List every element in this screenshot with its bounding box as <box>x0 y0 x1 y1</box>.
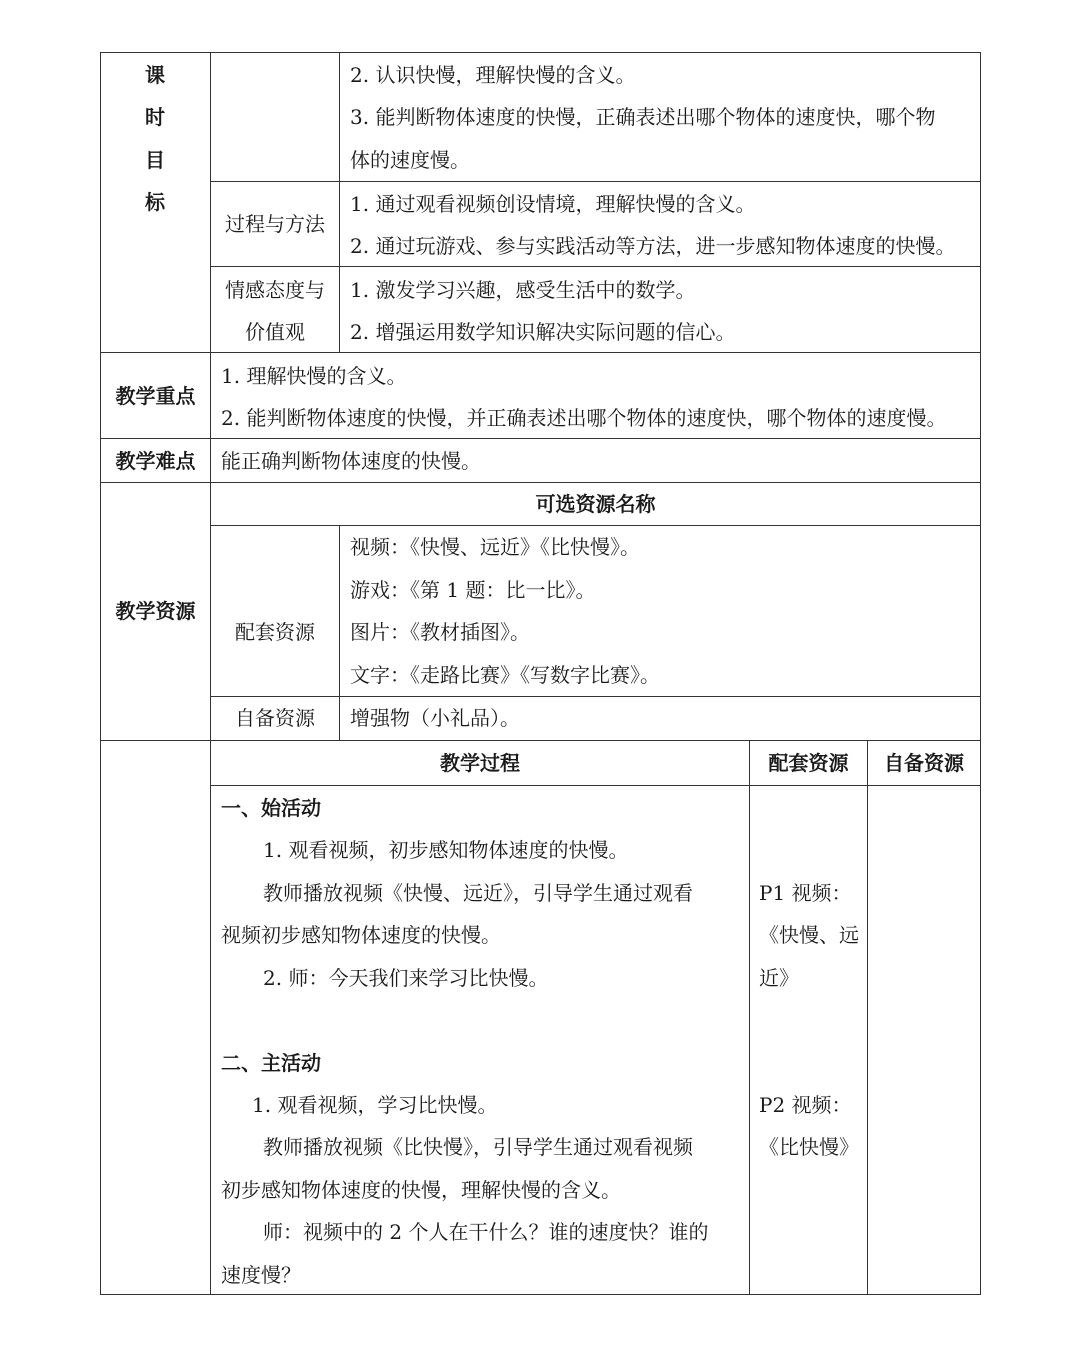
difficulty-text: 能正确判断物体速度的快慢。 <box>221 449 481 473</box>
rule <box>749 740 750 1295</box>
process-line: 教师播放视频《比快慢》，引导学生通过观看视频 <box>263 1135 693 1159</box>
difficulty-label: 教学难点 <box>115 449 196 473</box>
own-resources-label: 自备资源 <box>235 706 315 730</box>
process-line: 师：视频中的 2 个人在干什么？谁的速度快？谁的 <box>263 1220 709 1244</box>
process-method-line: 2. 通过玩游戏、参与实践活动等方法，进一步感知物体速度的快慢。 <box>350 234 956 258</box>
matched-resource-line: 文字：《走路比赛》《写数字比赛》。 <box>350 663 660 687</box>
process-line: 视频初步感知物体速度的快慢。 <box>221 923 501 947</box>
rule <box>210 266 981 267</box>
knowledge-line: 2. 认识快慢，理解快慢的含义。 <box>350 63 636 87</box>
rule <box>100 482 981 483</box>
process-method-label: 过程与方法 <box>225 212 325 236</box>
process-line: 2. 师：今天我们来学习比快慢。 <box>263 966 549 990</box>
own-resources-text: 增强物（小礼品）。 <box>350 706 520 730</box>
matched-resource-ref: 《比快慢》 <box>759 1135 859 1159</box>
rule <box>210 696 981 697</box>
objectives-label-char: 课 <box>145 63 165 87</box>
section-title: 一、始活动 <box>221 796 321 820</box>
matched-resources-label: 配套资源 <box>235 620 315 644</box>
rule <box>100 740 981 741</box>
process-line: 速度慢？ <box>221 1263 301 1287</box>
process-line: 1. 观看视频，学习比快慢。 <box>252 1093 498 1117</box>
col-header-own: 自备资源 <box>884 751 964 775</box>
rule <box>339 52 340 353</box>
objectives-label-char: 标 <box>145 190 165 214</box>
resources-header: 可选资源名称 <box>535 492 656 516</box>
section-title: 二、主活动 <box>221 1051 321 1075</box>
key-points-label: 教学重点 <box>115 384 196 408</box>
rule <box>100 52 101 1295</box>
matched-resource-ref: 《快慢、远 <box>759 923 859 947</box>
resources-label: 教学资源 <box>115 599 196 623</box>
rule <box>100 52 981 53</box>
knowledge-line: 体的速度慢。 <box>350 148 470 172</box>
emotion-line: 1. 激发学习兴趣，感受生活中的数学。 <box>350 278 696 302</box>
knowledge-line: 3. 能判断物体速度的快慢，正确表述出哪个物体的速度快，哪个物 <box>350 105 936 129</box>
emotion-line: 2. 增强运用数学知识解决实际问题的信心。 <box>350 320 736 344</box>
rule <box>210 785 981 786</box>
rule <box>100 438 981 439</box>
process-line: 1. 观看视频，初步感知物体速度的快慢。 <box>263 838 629 862</box>
objectives-label-char: 时 <box>145 105 165 129</box>
matched-resource-line: 视频：《快慢、远近》《比快慢》。 <box>350 535 640 559</box>
matched-resource-ref: 近》 <box>759 966 799 990</box>
key-point-line: 2. 能判断物体速度的快慢，并正确表述出哪个物体的速度快，哪个物体的速度慢。 <box>221 406 947 430</box>
rule <box>100 352 981 353</box>
matched-resource-line: 游戏：《第 1 题：比一比》。 <box>350 578 596 602</box>
matched-resource-line: 图片：《教材插图》。 <box>350 620 530 644</box>
emotion-label: 情感态度与 <box>225 278 325 302</box>
rule <box>210 181 981 182</box>
rule <box>210 525 981 526</box>
matched-resource-ref: P1 视频： <box>759 881 852 905</box>
rule <box>339 525 340 741</box>
process-line: 教师播放视频《快慢、远近》，引导学生通过观看 <box>263 881 693 905</box>
objectives-label-char: 目 <box>145 148 165 172</box>
rule <box>980 52 981 1295</box>
emotion-label: 价值观 <box>245 320 305 344</box>
rule <box>867 740 868 1295</box>
process-line: 初步感知物体速度的快慢，理解快慢的含义。 <box>221 1178 621 1202</box>
rule <box>100 1294 981 1295</box>
rule <box>210 52 211 1295</box>
matched-resource-ref: P2 视频： <box>759 1093 852 1117</box>
col-header-matched: 配套资源 <box>768 751 849 775</box>
key-point-line: 1. 理解快慢的含义。 <box>221 364 407 388</box>
col-header-process: 教学过程 <box>440 751 520 775</box>
process-method-line: 1. 通过观看视频创设情境，理解快慢的含义。 <box>350 192 756 216</box>
